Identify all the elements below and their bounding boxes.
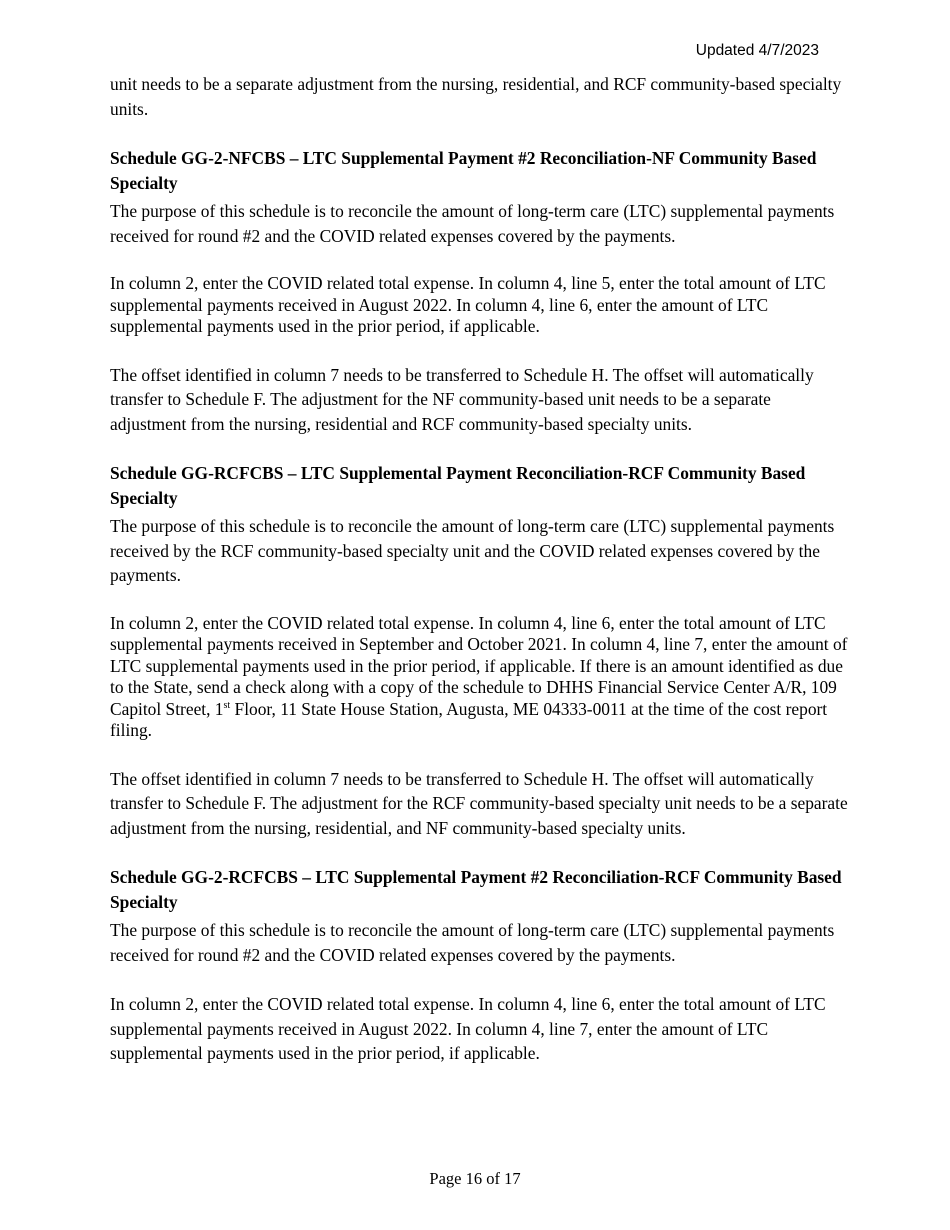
section-gg-2-nfcbs — [110, 146, 850, 436]
section-heading: Schedule GG-2-NFCBS – LTC Supplemental Payment #2 Reconciliation-NF Community Based Specialty — [110, 148, 817, 193]
purpose-paragraph: The purpose of this schedule is to reconcile the amount of long-term care (LTC) supplemental payments received for round #2 and the COVID related expenses covered by the payments. — [110, 201, 835, 246]
section-gg-2-rcfcbs — [110, 865, 850, 1066]
document-body — [110, 72, 850, 1066]
instructions-paragraph: In column 2, enter the COVID related total expense. In column 4, line 5, enter the total amount of LTC supplemental payments received in August 2022. In column 4, line 6, enter the amount of LTC supplemental payments used in the prior period, if applicable. — [110, 273, 826, 336]
purpose-paragraph: The purpose of this schedule is to reconcile the amount of long-term care (LTC) supplemental payments received by the RCF community-based specialty unit and the COVID related expenses covered by the payments. — [110, 516, 835, 585]
intro-continuation: unit needs to be a separate adjustment from the nursing, residential, and RCF community-based specialty units. — [110, 74, 842, 119]
instructions-paragraph — [110, 613, 850, 742]
section-gg-rcfcbs — [110, 461, 850, 840]
page-number: Page 16 of 17 — [429, 1169, 521, 1188]
instructions-text: In column 2, enter the COVID related total expense. In column 4, line 6, enter the total amount of LTC supplemental payments received in September and October 2021. In column 4, line 7, enter the amount of LTC supplemental payments used in the prior period, if applicable. If there is an amount identified as due to the State, send a check along with a copy of the schedule to DHHS Financial Service Center A/R, 109 Capitol Street, 1 — [110, 612, 848, 719]
offset-paragraph: The offset identified in column 7 needs to be transferred to Schedule H. The offset will automatically transfer to Schedule F. The adjustment for the NF community-based unit needs to be a separate adjustment from the nursing, residential and RCF community-based specialty units. — [110, 364, 814, 434]
instructions-paragraph: In column 2, enter the COVID related total expense. In column 4, line 6, enter the total amount of LTC supplemental payments received in August 2022. In column 4, line 7, enter the amount of LTC supplemental payments used in the prior period, if applicable. — [110, 994, 826, 1063]
ordinal-suffix: st — [223, 699, 231, 711]
offset-paragraph: The offset identified in column 7 needs to be transferred to Schedule H. The offset will automatically transfer to Schedule F. The adjustment for the RCF community-based specialty unit needs to be a separate adjustment from the nursing, residential, and NF community-based specialty units. — [110, 768, 848, 838]
updated-date: Updated 4/7/2023 — [695, 42, 819, 59]
instructions-text: Floor, 11 State House Station, Augusta, ME 04333-0011 at the time of the cost report filing. — [110, 698, 828, 740]
section-heading: Schedule GG-2-RCFCBS – LTC Supplemental Payment #2 Reconciliation-RCF Community Based Specialty — [110, 867, 842, 912]
purpose-paragraph: The purpose of this schedule is to reconcile the amount of long-term care (LTC) supplemental payments received for round #2 and the COVID related expenses covered by the payments. — [110, 920, 835, 965]
section-heading: Schedule GG-RCFCBS – LTC Supplemental Payment Reconciliation-RCF Community Based Specialty — [110, 463, 806, 508]
